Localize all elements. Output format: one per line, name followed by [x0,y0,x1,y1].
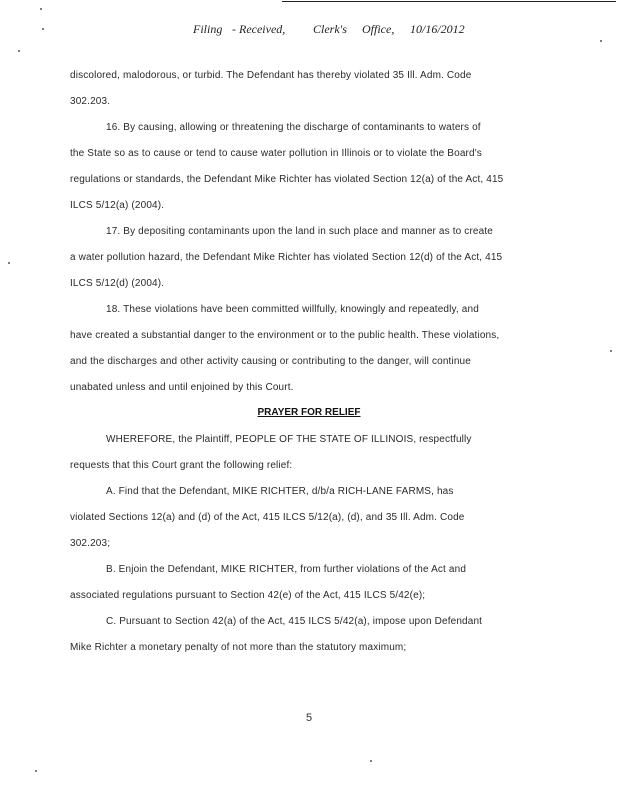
scan-speck [610,350,612,352]
body-line: have created a substantial danger to the environment or to the public health. These violations, [70,330,500,341]
scan-speck [18,50,20,52]
scan-speck [600,40,602,42]
body-line: and the discharges and other activity causing or contributing to the danger, will continue [70,356,471,367]
relief-line: C. Pursuant to Section 42(a) of the Act, 415 ILCS 5/42(a), impose upon Defendant [106,616,483,627]
body-line: 17. By depositing contaminants upon the land in such place and manner as to create [106,226,493,237]
top-rule [282,1,616,2]
body-line: 18. These violations have been committed willfully, knowingly and repeatedly, and [106,304,479,315]
body-line: the State so as to cause or tend to cause water pollution in Illinois or to violate the Board's [70,148,482,159]
body-line: a water pollution hazard, the Defendant Mike Richter has violated Section 12(d) of the Act, 415 [70,252,503,263]
relief-line: requests that this Court grant the following relief: [70,460,293,471]
scan-speck [42,28,44,30]
header-clerks: Clerk's [313,22,347,36]
scan-speck [370,760,372,762]
header-office: Office, [362,22,395,36]
relief-line: violated Sections 12(a) and (d) of the Act, 415 ILCS 5/12(a), (d), and 35 Ill. Adm. Code [70,512,465,523]
body-line: ILCS 5/12(d) (2004). [70,278,165,289]
relief-line: Mike Richter a monetary penalty of not more than the statutory maximum; [70,642,407,653]
body-line: 16. By causing, allowing or threatening the discharge of contaminants to waters of [106,122,481,133]
page-number: 5 [305,712,313,724]
header-filing: Filing [193,22,223,36]
body-line: ILCS 5/12(a) (2004). [70,200,165,211]
body-line: regulations or standards, the Defendant Mike Richter has violated Section 12(a) of the Act, 415 [70,174,504,185]
relief-line: A. Find that the Defendant, MIKE RICHTER, d/b/a RICH-LANE FARMS, has [106,486,454,497]
body-line: 302.203. [70,96,111,107]
relief-line: B. Enjoin the Defendant, MIKE RICHTER, from further violations of the Act and [106,564,467,575]
prayer-for-relief-heading: PRAYER FOR RELIEF [257,407,361,418]
body-line: unabated unless and until enjoined by this Court. [70,382,294,393]
body-line: discolored, malodorous, or turbid. The Defendant has thereby violated 35 Ill. Adm. Code [70,70,472,81]
relief-line: WHEREFORE, the Plaintiff, PEOPLE OF THE STATE OF ILLINOIS, respectfully [106,434,472,445]
header-date: 10/16/2012 [410,22,465,36]
header-received: - Received, [232,22,286,36]
scan-speck [8,262,10,264]
relief-line: associated regulations pursuant to Section 42(e) of the Act, 415 ILCS 5/42(e); [70,590,426,601]
relief-line: 302.203; [70,538,111,549]
scan-speck [40,8,42,10]
scan-speck [35,770,37,772]
